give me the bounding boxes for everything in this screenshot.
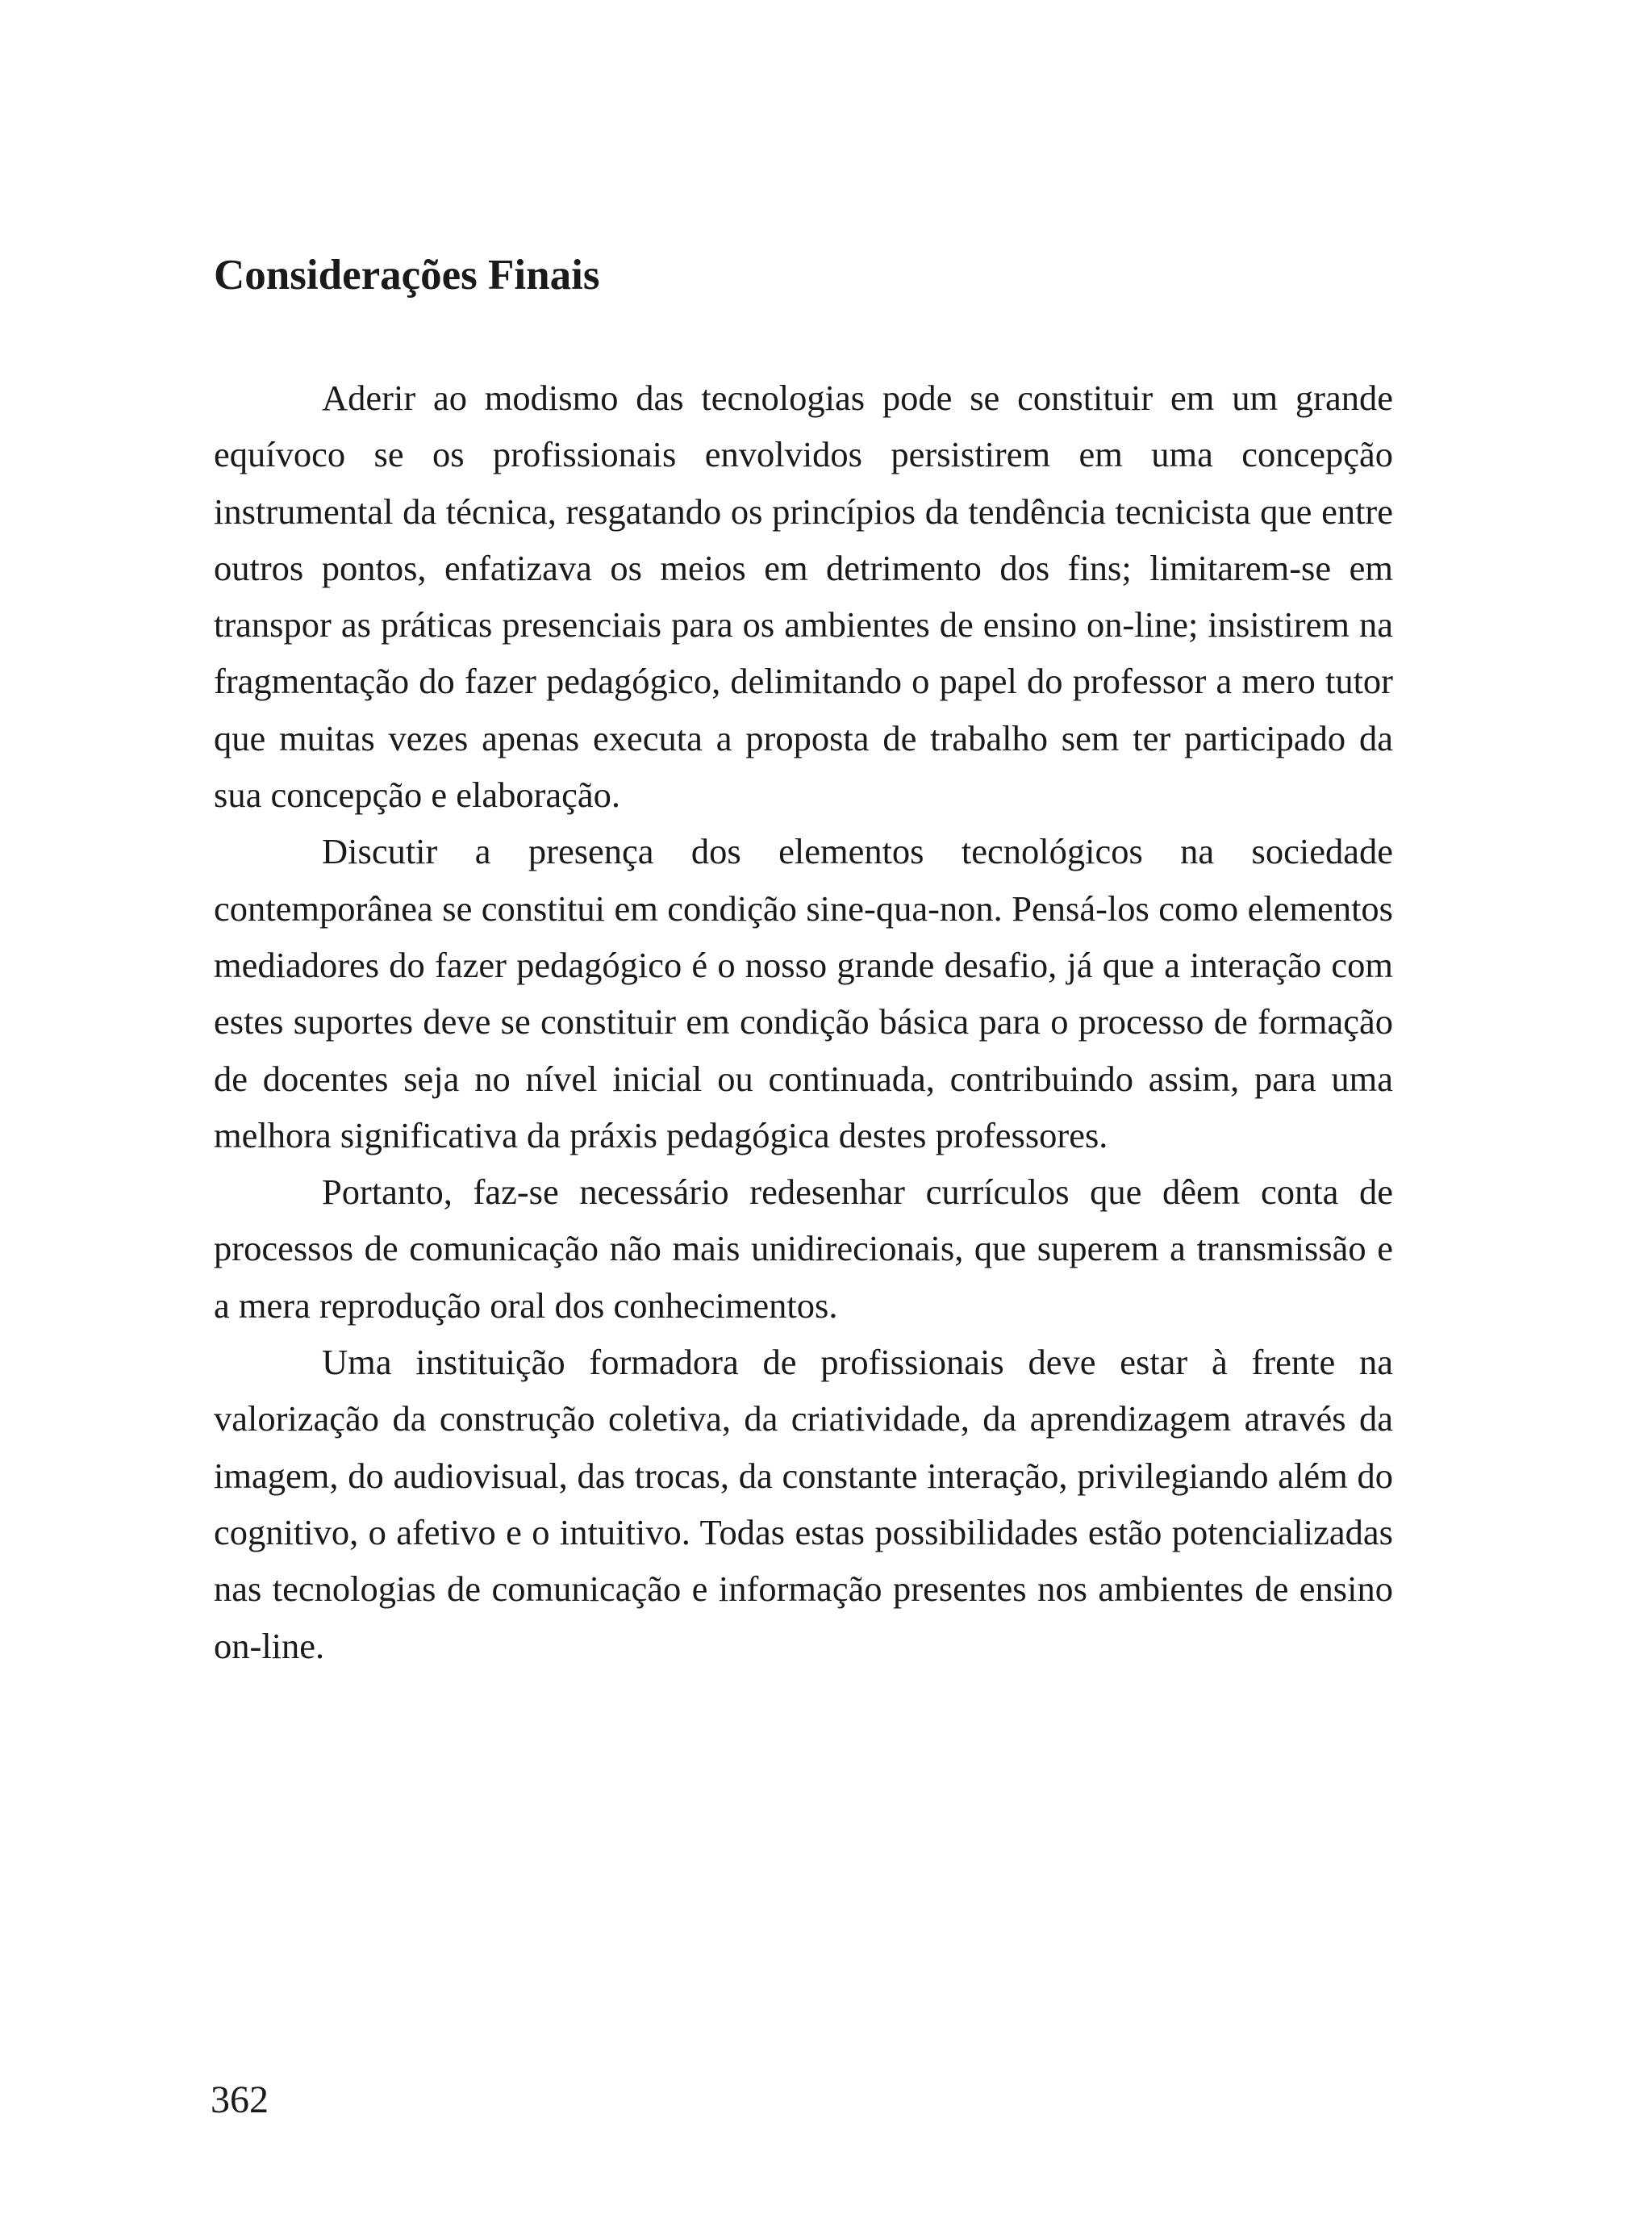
paragraph-1: Aderir ao modismo das tecnologias pode se constituir em um grande equívoco se os profissionais envolvidos persistirem em uma concepção instrumental da técnica, resgatando os princípios da tendência tecnicista que entre outros pontos, enfatizava os meios em detrimento dos fins; limitarem-se em transpor as práticas presenciais para os ambientes de ensino on-line; insistirem na fragmentação do fazer pedagógico, delimitando o papel do professor a mero tutor que muitas vezes apenas executa a proposta de trabalho sem ter participado da sua concepção e elaboração. <box>214 378 1393 816</box>
paragraph-3: Portanto, faz-se necessário redesenhar currículos que dêem conta de processos de comunicação não mais unidirecionais, que superem a transmissão e a mera reprodução oral dos conhecimentos. <box>214 1172 1393 1326</box>
paragraph-2: Discutir a presença dos elementos tecnológicos na sociedade contemporânea se constitui em condição sine-qua-non. Pensá-los como elementos mediadores do fazer pedagógico é o nosso grande desafio, já que a interação com estes suportes deve se constituir em condição básica para o processo de formação de docentes seja no nível inicial ou continuada, contribuindo assim, para uma melhora significativa da práxis pedagógica destes professores. <box>214 831 1393 1155</box>
paragraph-4: Uma instituição formadora de profissionais deve estar à frente na valorização da construção coletiva, da criatividade, da aprendizagem através da imagem, do audiovisual, das trocas, da constante interação, privilegiando além do cognitivo, o afetivo e o intuitivo. Todas estas possibilidades estão potencializadas nas tecnologias de comunicação e informação presentes nos ambientes de ensino on-line. <box>214 1342 1393 1666</box>
page-number: 362 <box>211 2078 269 2121</box>
body-text <box>214 370 1393 1674</box>
section-title: Considerações Finais <box>214 252 600 299</box>
